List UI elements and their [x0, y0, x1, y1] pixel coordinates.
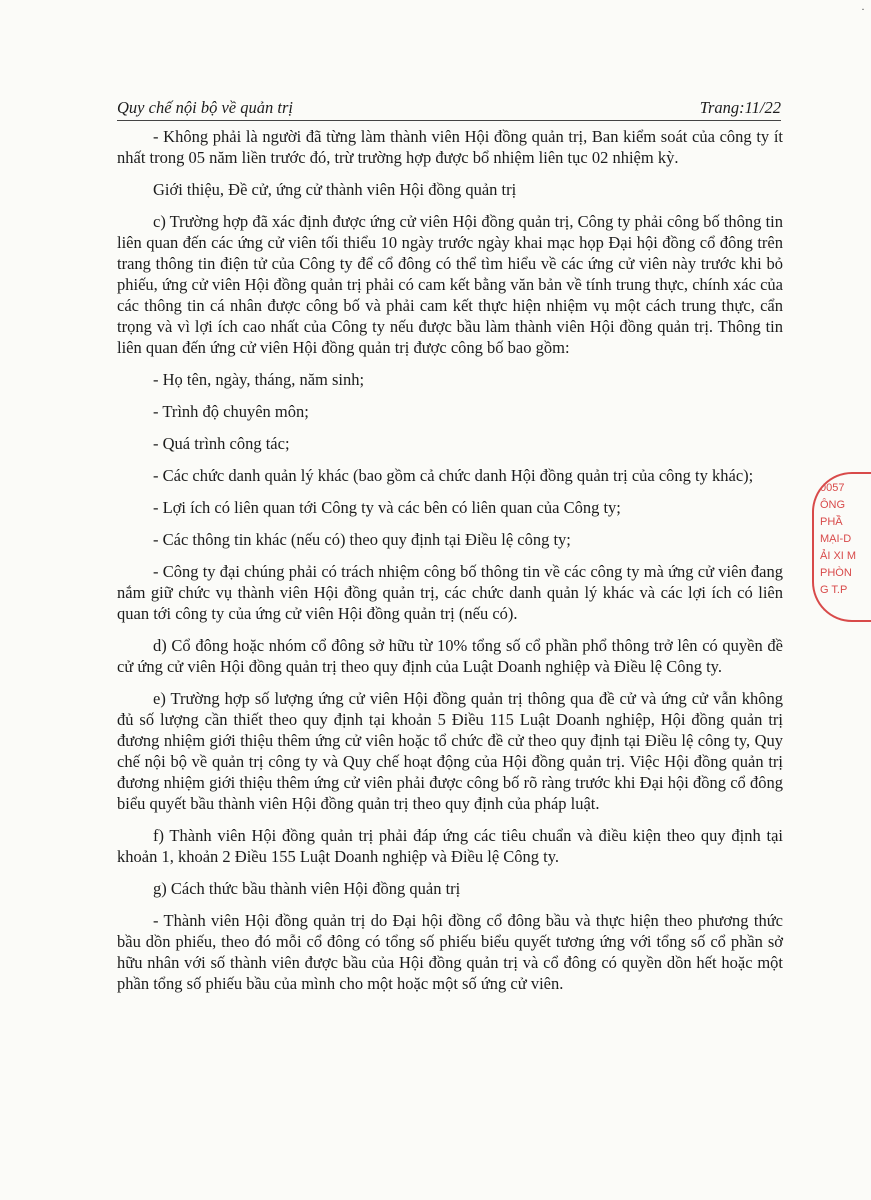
paragraph: - Các chức danh quản lý khác (bao gồm cả chức danh Hội đồng quản trị của công ty khác);: [153, 466, 754, 485]
paragraph: f) Thành viên Hội đồng quản trị phải đáp ứng các tiêu chuẩn và điều kiện theo quy định tại khoản 1, khoản 2 Điều 155 Luật Doanh nghiệp và Điều lệ Công ty.: [117, 826, 783, 866]
page-number: Trang:11/22: [699, 98, 781, 117]
paragraph: - Các thông tin khác (nếu có) theo quy định tại Điều lệ công ty;: [153, 530, 571, 549]
stamp-line: G T.P: [820, 584, 848, 596]
stamp-line: PHÒN: [820, 567, 852, 579]
paragraph: - Trình độ chuyên môn;: [153, 402, 309, 421]
document-body: [117, 126, 783, 1005]
paragraph: - Họ tên, ngày, tháng, năm sinh;: [153, 370, 365, 389]
corner-mark: ·: [861, 2, 865, 16]
paragraph: - Thành viên Hội đồng quản trị do Đại hội đồng cổ đông bầu và thực hiện theo phương thức bầu dồn phiếu, theo đó mỗi cổ đông có tổng số phiếu biểu quyết tương ứng với tổng số cổ phần sở hữu nhân với số thành viên được bầu của Hội đồng quản trị và cổ đông có quyền dồn hết hoặc một phần tổng số phiếu bầu của mình cho một hoặc một số ứng cử viên.: [117, 911, 783, 993]
paragraph: - Công ty đại chúng phải có trách nhiệm công bố thông tin về các công ty mà ứng cử viên đang nắm giữ chức vụ thành viên Hội đồng quản trị, các chức danh quản lý khác và các lợi ích có liên quan tới công ty của ứng cử viên Hội đồng quản trị (nếu có).: [117, 562, 783, 623]
paragraph: g) Cách thức bầu thành viên Hội đồng quản trị: [153, 879, 461, 898]
paragraph: Giới thiệu, Đề cử, ứng cử thành viên Hội đồng quản trị: [153, 180, 517, 199]
paragraph: c) Trường hợp đã xác định được ứng cử viên Hội đồng quản trị, Công ty phải công bố thông tin liên quan đến các ứng cử viên tối thiểu 10 ngày trước ngày khai mạc họp Đại hội đồng cổ đông trên trang thông tin điện tử của Công ty để cổ đông có thể tìm hiểu về các ứng cử viên này trước khi bỏ phiếu, ứng cử viên Hội đồng quản trị phải có cam kết bằng văn bản về tính trung thực, chính xác của các thông tin cá nhân được công bố và phải cam kết thực hiện nhiệm vụ một cách trung thực, cẩn trọng và vì lợi ích cao nhất của Công ty nếu được bầu làm thành viên Hội đồng quản trị. Thông tin liên quan đến ứng cử viên Hội đồng quản trị được công bố bao gồm:: [117, 212, 783, 357]
paragraph: - Không phải là người đã từng làm thành viên Hội đồng quản trị, Ban kiểm soát của công ty ít nhất trong 05 năm liền trước đó, trừ trường hợp được bổ nhiệm liên tục 02 nhiệm kỳ.: [117, 127, 783, 167]
stamp-line: 0057: [820, 482, 845, 494]
paragraph: d) Cổ đông hoặc nhóm cổ đông sở hữu từ 10% tổng số cổ phần phổ thông trở lên có quyền đề cử ứng cử viên Hội đồng quản trị theo quy định của Luật Doanh nghiệp và Điều lệ Công ty.: [117, 636, 783, 676]
stamp-line: PHẦ: [820, 516, 843, 528]
paragraph: - Quá trình công tác;: [153, 434, 290, 453]
paragraph: e) Trường hợp số lượng ứng cử viên Hội đồng quản trị thông qua đề cử và ứng cử vẫn không đủ số lượng cần thiết theo quy định tại khoản 5 Điều 115 Luật Doanh nghiệp, Hội đồng quản trị đương nhiệm giới thiệu thêm ứng cử viên hoặc tổ chức đề cử theo quy định tại Điều lệ công ty, Quy chế nội bộ về quản trị công ty và Quy chế hoạt động của Hội đồng quản trị. Việc Hội đồng quản trị đương nhiệm giới thiệu thêm ứng cử viên phải được công bố rõ ràng trước khi Đại hội đồng cổ đông biểu quyết bầu thành viên Hội đồng quản trị theo quy định của pháp luật.: [117, 689, 783, 813]
stamp-line: ÔNG: [820, 499, 846, 511]
document-title: Quy chế nội bộ về quản trị: [117, 98, 293, 117]
paragraph: - Lợi ích có liên quan tới Công ty và các bên có liên quan của Công ty;: [153, 498, 621, 517]
stamp-line: ẢI XI M: [820, 550, 857, 562]
stamp-line: MẠI-D: [820, 533, 852, 545]
page-header: [117, 98, 781, 121]
company-stamp: [812, 472, 871, 622]
